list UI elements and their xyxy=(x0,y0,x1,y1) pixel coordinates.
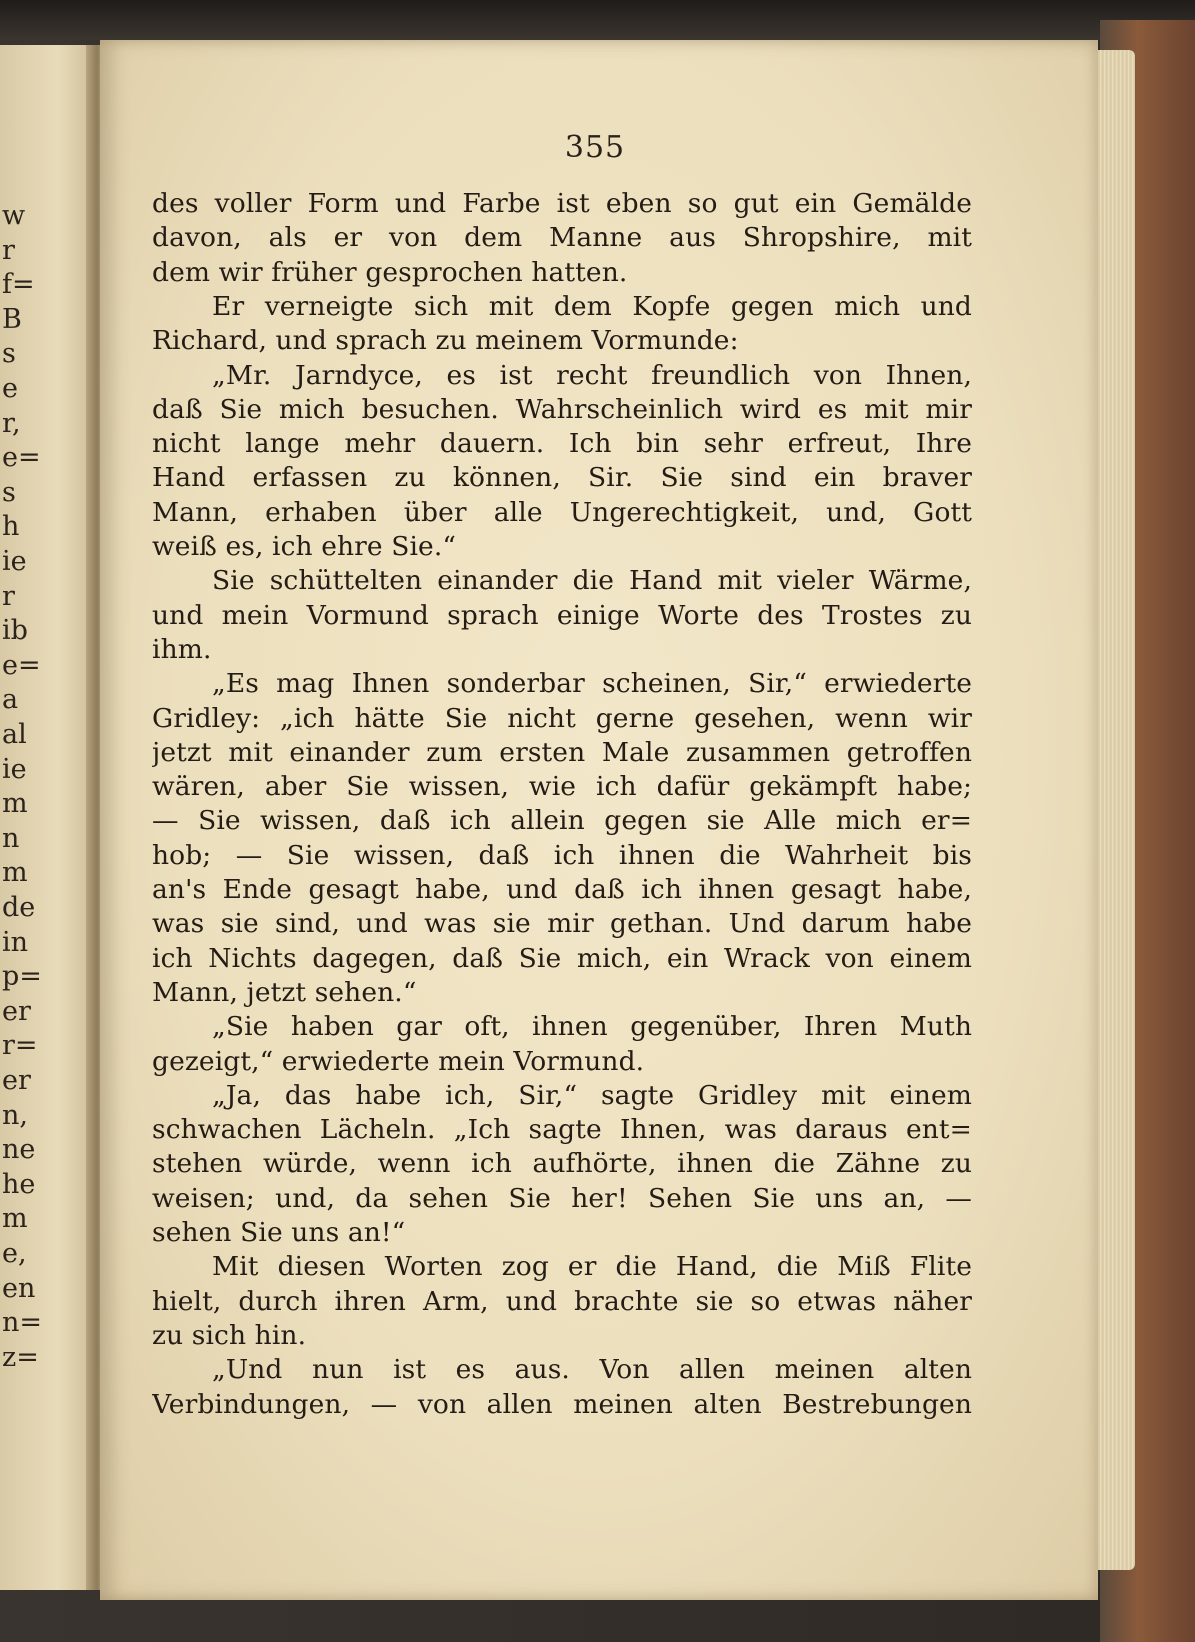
text-line: gezeigt,“ erwiederte mein Vormund. xyxy=(152,1045,645,1077)
text-line: Er verneigte sich mit dem Kopfe gegen mich und xyxy=(212,290,972,322)
text-line: „Mr. Jarndyce, es ist recht freundlich von Ihnen, xyxy=(212,359,972,391)
facing-page-fragment: e, xyxy=(2,1238,27,1269)
text-line: Mann, jetzt sehen.“ xyxy=(152,976,417,1008)
text-line: schwachen Lächeln. „Ich sagte Ihnen, was daraus ent= xyxy=(152,1114,972,1146)
facing-page-fragment: ne xyxy=(2,1134,36,1166)
facing-page-fragment: p= xyxy=(2,961,42,993)
text-line: Mit diesen Worten zog er die Hand, die Miß Flite xyxy=(212,1251,972,1283)
text-line: jetzt mit einander zum ersten Male zusammen getroffen xyxy=(152,736,972,768)
text-line: daß Sie mich besuchen. Wahrscheinlich wird es mit mir xyxy=(152,393,972,425)
facing-page-fragment: er xyxy=(2,1065,31,1096)
facing-page-fragment: B xyxy=(2,303,22,335)
facing-page-fragment: n xyxy=(2,822,20,854)
facing-page-fragment: ie xyxy=(2,546,27,577)
text-line: Gridley: „ich hätte Sie nicht gerne gesehen, wenn wir xyxy=(152,702,972,734)
text-line: und mein Vormund sprach einige Worte des Trostes zu xyxy=(152,599,972,631)
facing-page-fragment: r xyxy=(2,580,15,612)
text-line: dem wir früher gesprochen hatten. xyxy=(152,256,628,288)
facing-page-fragment: m xyxy=(2,1203,28,1235)
facing-page-fragment: m xyxy=(2,788,28,820)
facing-page-fragment: ib xyxy=(2,615,28,647)
facing-page-fragment: in xyxy=(2,926,29,958)
facing-page-fragment: en xyxy=(2,1272,36,1304)
text-line: „Sie haben gar oft, ihnen gegenüber, Ihren Muth xyxy=(212,1011,972,1043)
facing-page-fragment: e xyxy=(2,373,18,404)
text-line: wären, aber Sie wissen, wie ich dafür gekämpft habe; xyxy=(152,771,972,803)
text-line: hielt, durch ihren Arm, und brachte sie so etwas näher xyxy=(152,1285,972,1317)
facing-page-fragment: r xyxy=(2,234,15,266)
facing-page-fragment: de xyxy=(2,892,36,923)
text-line: „Es mag Ihnen sonderbar scheinen, Sir,“ erwiederte xyxy=(212,668,972,700)
text-line: — Sie wissen, daß ich allein gegen sie Alle mich er= xyxy=(152,805,972,837)
facing-page-fragment: e= xyxy=(2,649,41,681)
facing-page-fragment: n, xyxy=(2,1099,28,1131)
facing-page-fragment: f= xyxy=(2,269,35,301)
page-number: 355 xyxy=(564,130,626,165)
facing-page-fragment: n= xyxy=(2,1307,43,1339)
text-line: weiß es, ich ehre Sie.“ xyxy=(152,531,457,562)
facing-page-fragment: s xyxy=(2,338,16,370)
text-line: Hand erfassen zu können, Sir. Sie sind ein braver xyxy=(152,462,972,494)
book-cover-top xyxy=(0,0,1195,40)
facing-page-fragment: m xyxy=(2,857,28,889)
text-line: was sie sind, und was sie mir gethan. Und darum habe xyxy=(152,908,972,940)
facing-page-fragment: w xyxy=(2,200,26,231)
facing-page-fragment: e= xyxy=(2,442,41,474)
text-line: davon, als er von dem Manne aus Shropshire, mit xyxy=(152,222,972,254)
text-line: Richard, und sprach zu meinem Vormunde: xyxy=(152,325,739,357)
facing-page-fragment: al xyxy=(2,719,27,750)
facing-page-fragment: h xyxy=(2,511,20,543)
facing-page-fragment: he xyxy=(2,1168,36,1200)
text-line: Sie schüttelten einander die Hand mit vieler Wärme, xyxy=(212,565,972,597)
facing-page-fragment: a xyxy=(2,684,19,716)
text-line: ihm. xyxy=(152,633,212,665)
text-line: Mann, erhaben über alle Ungerechtigkeit, und, Gott xyxy=(152,496,972,528)
text-line: Verbindungen, — von allen meinen alten Bestrebungen xyxy=(152,1388,972,1420)
text-line: des voller Form und Farbe ist eben so gut ein Gemälde xyxy=(152,188,972,219)
text-line: ich Nichts dagegen, daß Sie mich, ein Wrack von einem xyxy=(152,942,972,974)
text-line: hob; — Sie wissen, daß ich ihnen die Wahrheit bis xyxy=(152,839,972,871)
text-line: zu sich hin. xyxy=(152,1319,307,1351)
facing-page-fragment: z= xyxy=(2,1341,39,1373)
facing-page-fragment: s xyxy=(2,476,16,508)
text-line: weisen; und, da sehen Sie her! Sehen Sie uns an, — xyxy=(152,1182,972,1214)
text-line: sehen Sie uns an!“ xyxy=(152,1217,406,1248)
text-line: „Und nun ist es aus. Von allen meinen alten xyxy=(212,1354,972,1386)
text-line: stehen würde, wenn ich aufhörte, ihnen die Zähne zu xyxy=(152,1148,972,1180)
facing-page-fragment: r, xyxy=(2,407,21,439)
text-line: an's Ende gesagt habe, und daß ich ihnen gesagt habe, xyxy=(152,874,972,905)
book-page xyxy=(100,40,1098,1600)
facing-page-fragment: ie xyxy=(2,753,27,785)
text-line: „Ja, das habe ich, Sir,“ sagte Gridley mit einem xyxy=(212,1079,972,1111)
facing-page-fragment: er xyxy=(2,995,31,1027)
facing-page-fragment: r= xyxy=(2,1030,38,1062)
text-line: nicht lange mehr dauern. Ich bin sehr erfreut, Ihre xyxy=(152,428,972,460)
